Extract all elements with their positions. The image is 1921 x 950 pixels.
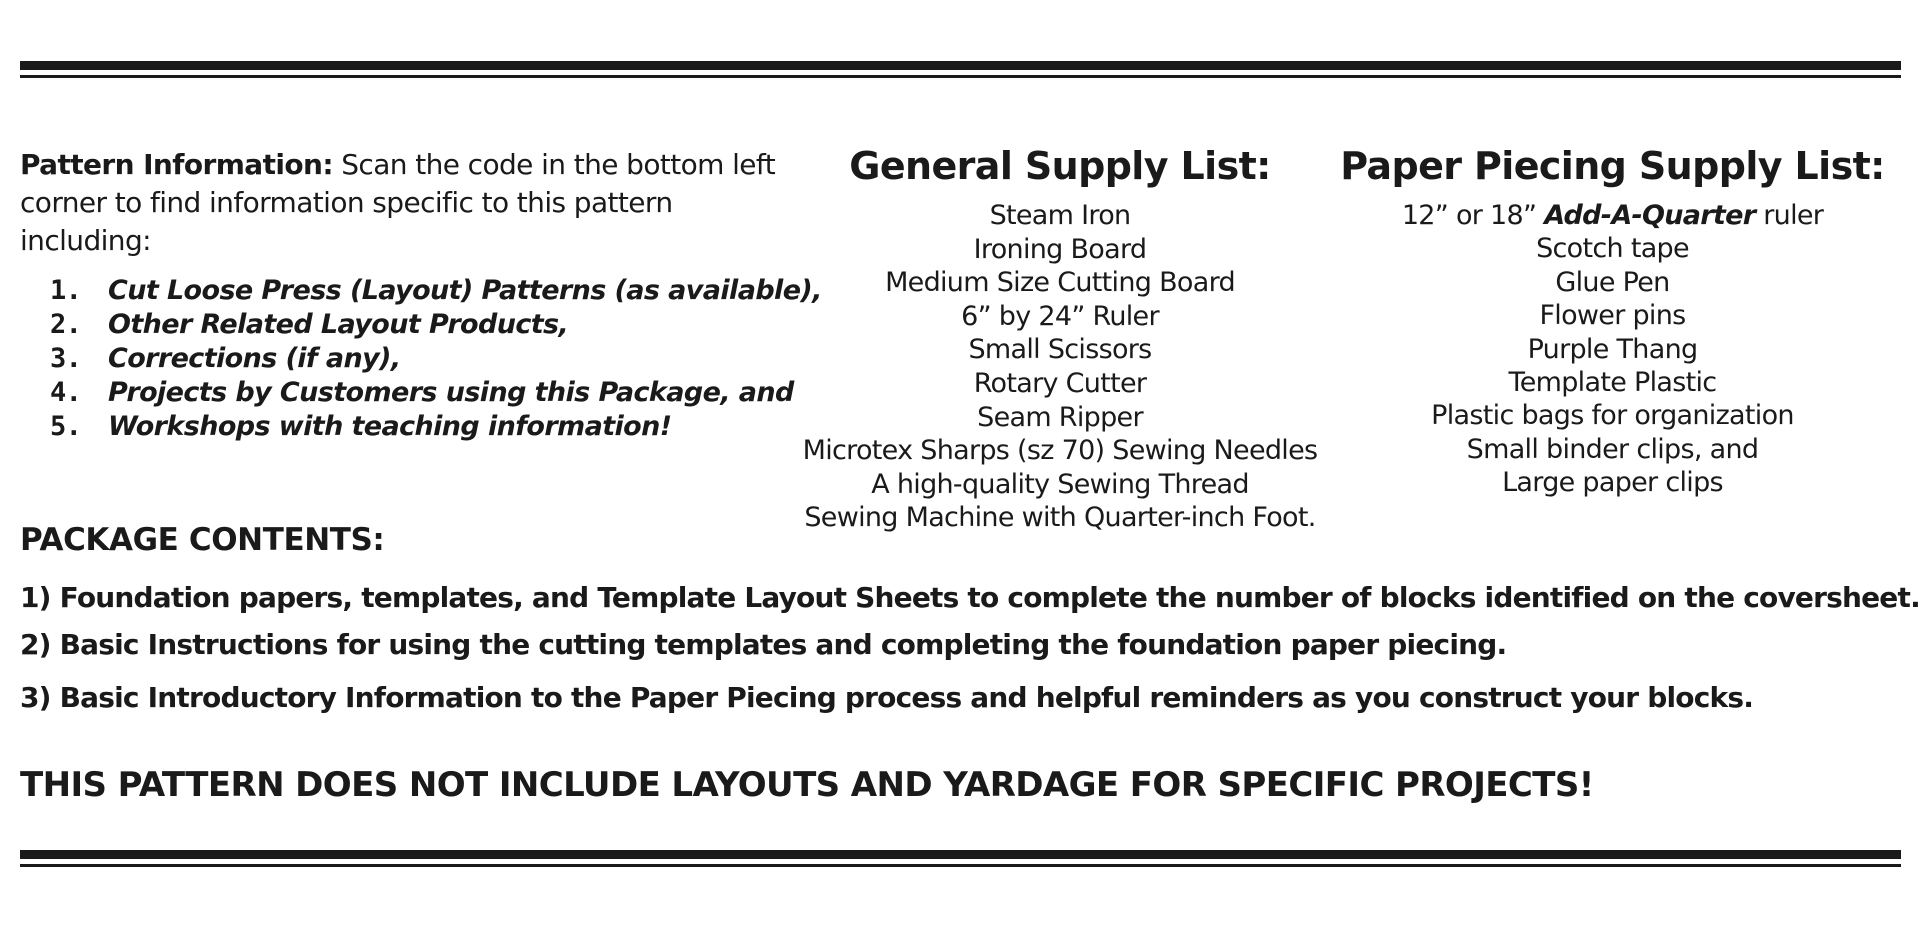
supply-item: Plastic bags for organization (1431, 400, 1794, 432)
supply-item: Medium Size Cutting Board (885, 267, 1235, 299)
list-item: 4. Projects by Customers using this Package, and (50, 377, 794, 408)
supply-item: Ironing Board (973, 233, 1147, 265)
pattern-info-label: Pattern Information: (20, 148, 333, 181)
package-contents-item: 3) Basic Introductory Information to the Paper Piecing process and helpful reminders as you construct your blocks. (20, 681, 1754, 714)
bottom-rule-thin (20, 864, 1901, 867)
pattern-info-list (20, 274, 822, 444)
supply-item: Glue Pen (1555, 266, 1670, 298)
supply-item: 6” by 24” Ruler (961, 300, 1159, 332)
supply-item: Template Plastic (1508, 367, 1717, 399)
supply-item: Flower pins (1539, 300, 1686, 332)
pattern-info-section (20, 146, 822, 444)
supply-item: Rotary Cutter (973, 367, 1147, 399)
supply-item-ruler: 12” or 18” Add-A-Quarter ruler (1401, 200, 1824, 231)
supply-item: Sewing Machine with Quarter-inch Foot. (804, 502, 1316, 534)
supply-item: Microtex Sharps (sz 70) Sewing Needles (802, 435, 1318, 467)
supply-item: Purple Thang (1527, 333, 1698, 365)
pattern-info-paragraph (20, 146, 780, 260)
supply-item: Small binder clips, and (1466, 433, 1759, 465)
paper-piecing-supply-list (1340, 143, 1885, 500)
general-supply-list (790, 143, 1330, 535)
general-supply-title: General Supply List: (849, 144, 1271, 188)
supply-item: Steam Iron (989, 200, 1131, 231)
ruler-brand: Add-A-Quarter (1544, 200, 1756, 231)
package-contents-item: 2) Basic Instructions for using the cutting templates and completing the foundation paper piecing. (20, 628, 1507, 661)
list-item: 5. Workshops with teaching information! (50, 411, 672, 442)
bottom-rule-thick (20, 850, 1901, 859)
supply-item: Small Scissors (968, 334, 1152, 366)
package-contents-heading: PACKAGE CONTENTS: (20, 522, 385, 558)
supply-item: A high-quality Sewing Thread (871, 468, 1249, 500)
supply-item: Large paper clips (1502, 467, 1723, 499)
top-rule-thin (20, 75, 1901, 78)
disclaimer-notice: THIS PATTERN DOES NOT INCLUDE LAYOUTS AND YARDAGE FOR SPECIFIC PROJECTS! (20, 765, 1594, 805)
supply-item: Scotch tape (1536, 233, 1689, 265)
supply-item: Seam Ripper (977, 401, 1143, 433)
paper-supply-title: Paper Piecing Supply List: (1340, 144, 1885, 188)
pattern-info-text: Scan the code in the bottom left corner to find information specific to this pattern including: (20, 148, 776, 257)
list-item: 2. Other Related Layout Products, (50, 309, 569, 340)
top-rule-thick (20, 61, 1901, 70)
list-item: 1. Cut Loose Press (Layout) Patterns (as available), (50, 275, 822, 306)
package-contents-item: 1) Foundation papers, templates, and Template Layout Sheets to complete the number of blocks identified on the coversheet. (20, 581, 1920, 614)
list-item: 3. Corrections (if any), (50, 343, 401, 374)
